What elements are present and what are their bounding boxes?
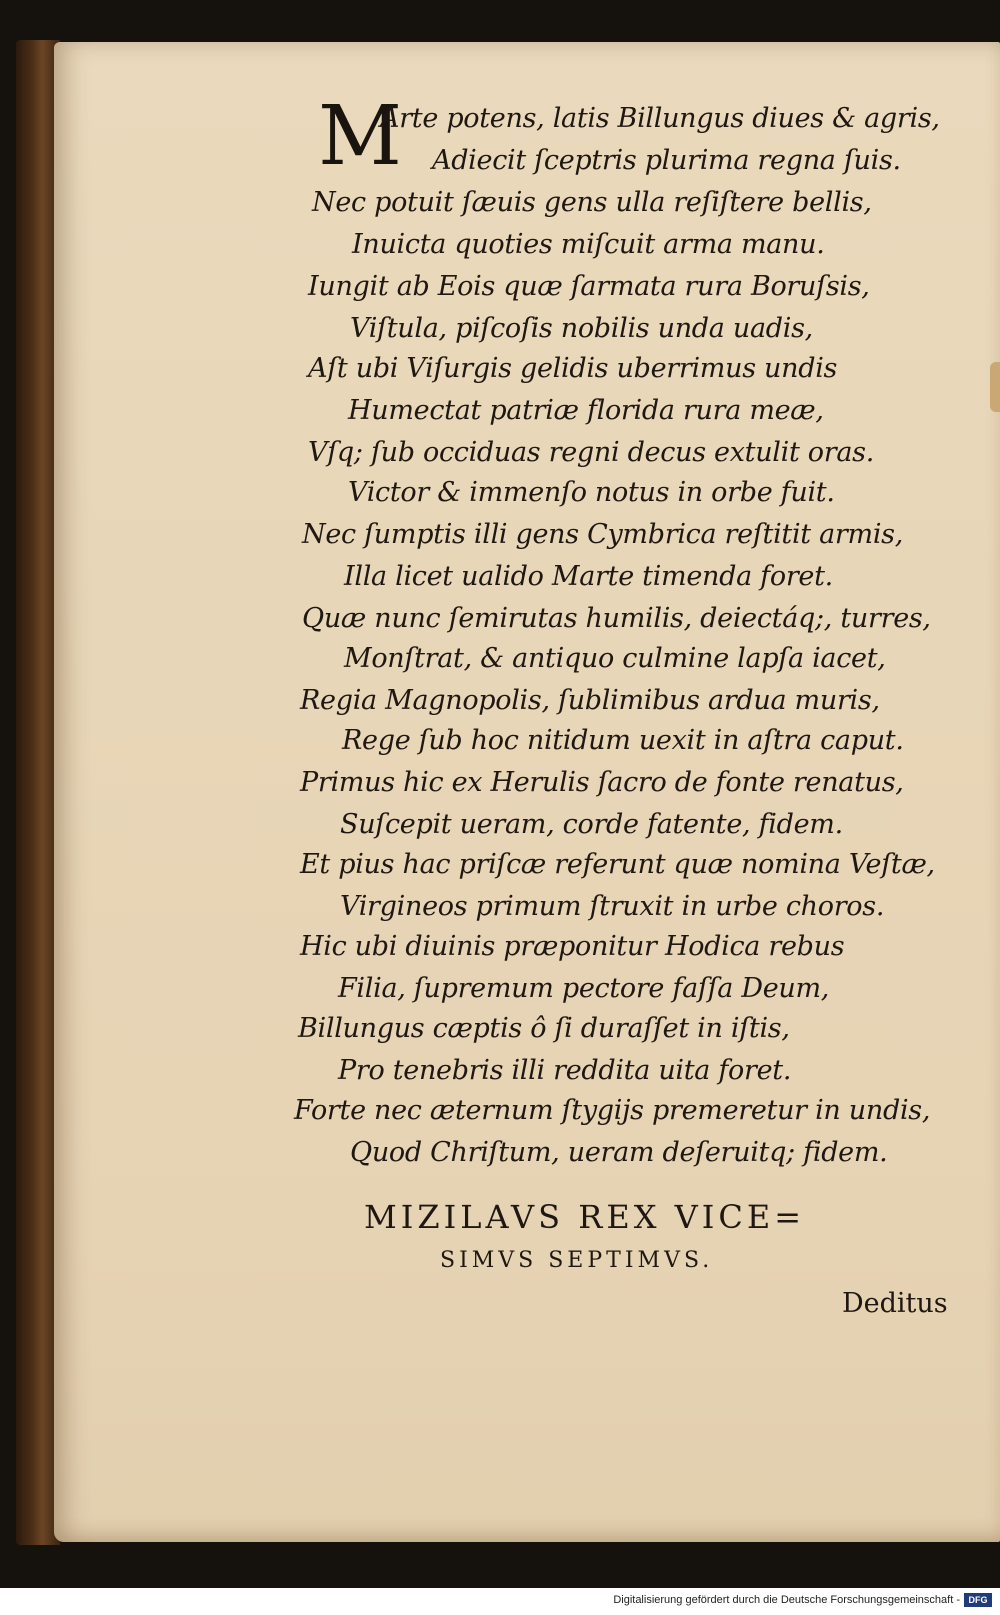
poem-line-16: Rege ſub hoc nitidum uexit in aſtra caput. [342,725,904,756]
poem-line-9: Vſq; ſub occiduas regni decus extulit oras. [308,437,874,468]
poem-line-14: Monſtrat, & antiquo culmine lapſa iacet, [344,643,886,674]
chapter-heading-line-2: SIMVS SEPTIMVS. [440,1248,714,1273]
poem-line-13: Quæ nunc ſemirutas humilis, deiectáq;, turres, [302,603,931,634]
poem-line-15: Regia Magnopolis, ſublimibus ardua muris, [300,685,880,716]
poem-line-4: Inuicta quoties miſcuit arma manu. [352,229,825,260]
poem-line-11: Nec ſumptis illi gens Cymbrica reſtitit armis, [302,519,904,550]
poem-line-6: Viſtula, piſcoſis nobilis unda uadis, [350,313,813,344]
poem-line-7: Aſt ubi Viſurgis gelidis uberrimus undis [308,353,838,384]
page-tab [990,362,1000,412]
poem-line-1: Arte potens, latis Billungus diues & agris, [380,103,940,134]
poem-line-2: Adiecit ſceptris plurima regna ſuis. [432,145,901,176]
dfg-logo: DFG [964,1593,992,1607]
poem-line-12: Illa licet ualido Marte timenda foret. [344,561,833,592]
chapter-heading-line-1: MIZILAVS REX VICE= [364,1198,806,1236]
poem-line-8: Humectat patriæ florida rura meæ, [348,395,824,426]
poem-line-20: Virgineos primum ſtruxit in urbe choros. [340,891,885,922]
catchword: Deditus [842,1288,948,1319]
poem-line-23: Billungus cæptis ô ſi duraſſet in iſtis, [298,1013,790,1044]
poem-line-21: Hic ubi diuinis præponitur Hodica rebus [300,931,845,962]
poem-line-26: Quod Chriſtum, ueram deſeruitq; fidem. [350,1137,888,1168]
funding-credit: Digitalisierung gefördert durch die Deutsche Forschungsgemeinschaft - [613,1594,960,1606]
poem-line-22: Filia, ſupremum pectore faſſa Deum, [338,973,830,1004]
poem-line-3: Nec potuit ſæuis gens ulla reſiſtere bellis, [312,187,872,218]
drop-cap-initial: M [318,89,402,184]
poem-line-24: Pro tenebris illi reddita uita foret. [338,1055,792,1086]
poem-line-25: Forte nec æternum ſtygijs premeretur in undis, [294,1095,931,1126]
poem-line-10: Victor & immenſo notus in orbe fuit. [348,477,835,508]
poem-line-17: Primus hic ex Herulis ſacro de fonte renatus, [300,767,904,798]
poem-line-5: Iungit ab Eois quæ ſarmata rura Boruſsis, [308,271,870,302]
poem-line-19: Et pius hac priſcæ referunt quæ nomina Veſtæ, [300,849,935,880]
poem-line-18: Suſcepit ueram, corde fatente, fidem. [340,809,843,840]
